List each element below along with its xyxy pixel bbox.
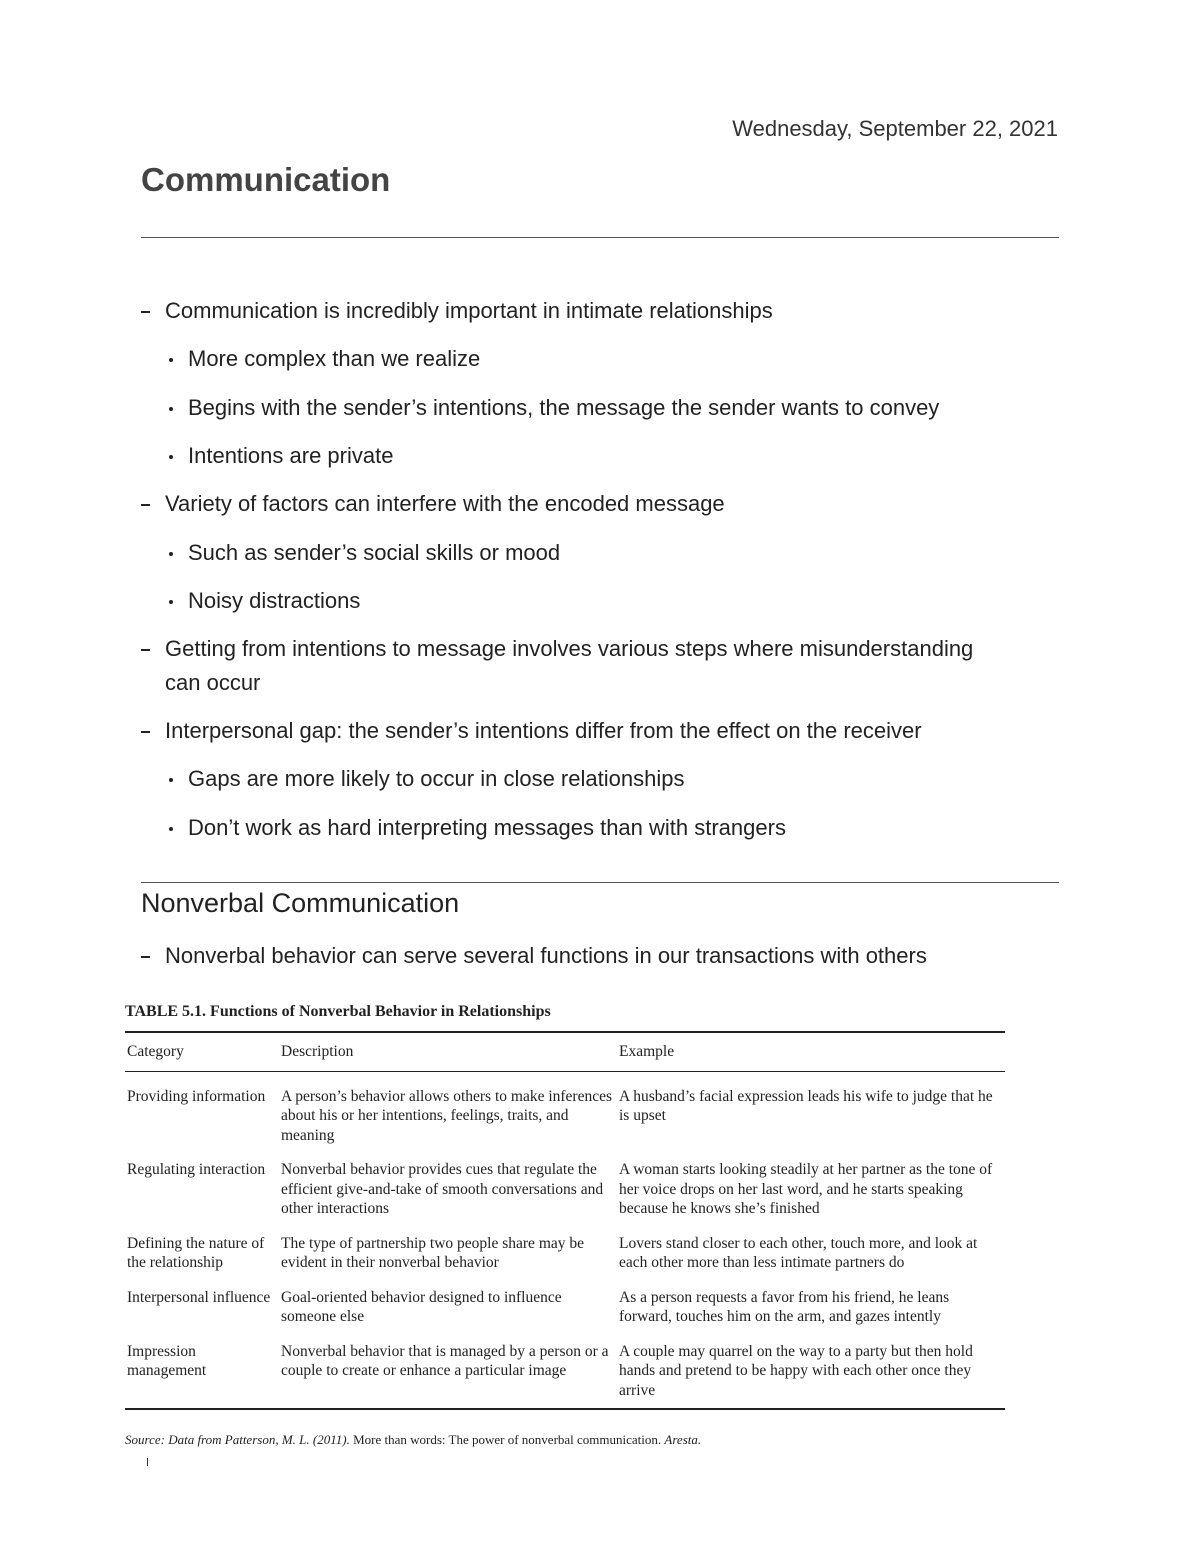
header-category: Category (127, 1043, 184, 1060)
page-title: Communication (141, 161, 391, 198)
cell-description: The type of partnership two people share may be evident in their nonverbal behavior (281, 1234, 585, 1271)
note-date: Wednesday, September 22, 2021 (732, 116, 1058, 141)
table-row (125, 1160, 1005, 1234)
cell-category: Providing information (127, 1087, 266, 1105)
table-caption: TABLE 5.1. Functions of Nonverbal Behavior in Relationships (125, 1003, 551, 1020)
table-row (125, 1071, 1005, 1160)
functions-table (125, 1003, 1005, 1410)
cell-category: Defining the nature of the relationship (127, 1234, 265, 1271)
cell-description: Goal-oriented behavior designed to influence someone else (281, 1288, 562, 1325)
table-source (125, 1432, 701, 1448)
bullet-text: Variety of factors can interfere with the encoded message (165, 491, 725, 516)
sub-bullet-text: Intentions are private (188, 443, 394, 468)
section-divider (141, 882, 1059, 883)
cell-example: Lovers stand closer to each other, touch more, and look at each other more than less intimate partners do (619, 1234, 978, 1271)
bullet-text: Communication is incredibly important in intimate relationships (165, 298, 773, 323)
page-mark (147, 1458, 148, 1466)
cell-description: Nonverbal behavior provides cues that regulate the efficient give-and-take of smooth conversations and other interactions (281, 1161, 604, 1217)
cell-category: Regulating interaction (127, 1161, 266, 1178)
sub-bullet-text: Noisy distractions (188, 588, 361, 613)
table-row (125, 1288, 1005, 1342)
title-divider (141, 237, 1059, 238)
cell-example: A woman starts looking steadily at her partner as the tone of her voice drops on her last word, and he starts speaking because he knows she’s finished (619, 1161, 993, 1217)
bullet-text: Interpersonal gap: the sender’s intentions differ from the effect on the receiver (165, 718, 922, 743)
table-row (125, 1342, 1005, 1410)
cell-description: A person’s behavior allows others to make inferences about his or her intentions, feelings, traits, and meaning (281, 1087, 613, 1144)
cell-category: Impression management (127, 1342, 207, 1379)
sub-bullet-text: Such as sender’s social skills or mood (188, 540, 561, 565)
source-title: More than words: The power of nonverbal communication. (349, 1432, 665, 1447)
cell-example: A couple may quarrel on the way to a party but then hold hands and pretend to be happy with each other once they arrive (619, 1342, 973, 1399)
bullet-text-continued: can occur (165, 670, 261, 695)
source-publisher: Aresta. (664, 1432, 702, 1447)
source-prefix: Source: Data from Patterson, M. L. (2011). (125, 1432, 350, 1447)
sub-bullet-text: Don’t work as hard interpreting messages than with strangers (188, 815, 786, 840)
table-header-row (125, 1032, 1005, 1071)
header-description: Description (281, 1043, 354, 1060)
section-heading: Nonverbal Communication (141, 888, 460, 918)
table-row (125, 1234, 1005, 1288)
bullet-text: Nonverbal behavior can serve several functions in our transactions with others (165, 943, 927, 968)
cell-example: A husband’s facial expression leads his wife to judge that he is upset (619, 1087, 993, 1124)
cell-category: Interpersonal influence (127, 1288, 271, 1306)
cell-description: Nonverbal behavior that is managed by a person or a couple to create or enhance a particular image (281, 1342, 609, 1379)
sub-bullet-text: Begins with the sender’s intentions, the message the sender wants to convey (188, 395, 940, 420)
sub-bullet-text: More complex than we realize (188, 346, 481, 371)
cell-example: As a person requests a favor from his friend, he leans forward, touches him on the arm, and gazes intently (619, 1288, 950, 1325)
header-example: Example (619, 1043, 675, 1060)
bullet-text: Getting from intentions to message involves various steps where misunderstanding (165, 636, 974, 661)
sub-bullet-text: Gaps are more likely to occur in close relationships (188, 766, 685, 791)
table-grid (125, 1031, 1005, 1410)
